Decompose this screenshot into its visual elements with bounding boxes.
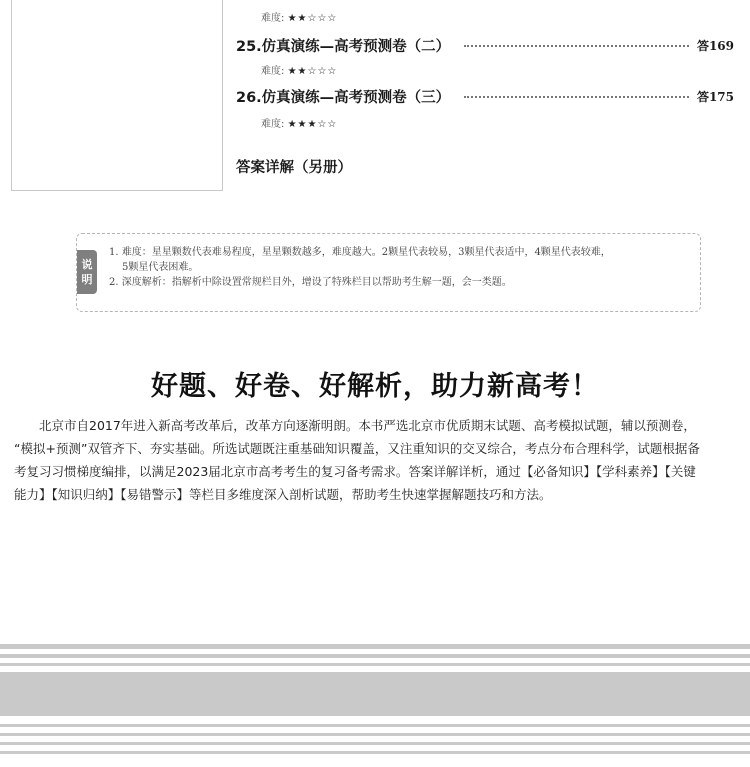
- note-tab-char: 说: [81, 258, 93, 271]
- toc-entry-26[interactable]: [236, 86, 734, 106]
- note-line: 1. 难度：星星颗数代表难易程度，星星颗数越多，难度越大。2颗星代表较易，3颗星代表适中，4颗星代表较难，: [109, 247, 611, 258]
- difficulty-rating: [261, 115, 337, 130]
- stripe: [0, 733, 750, 736]
- difficulty-stars: ★★★☆☆: [287, 119, 338, 130]
- difficulty-label: 难度:: [261, 13, 285, 24]
- note-line: 5颗星代表困难。: [122, 262, 199, 273]
- stripe: [0, 724, 750, 727]
- decorative-stripes: [0, 644, 750, 767]
- difficulty-label: 难度:: [261, 66, 285, 77]
- left-image-frame: [11, 0, 223, 191]
- stripe-band: [0, 672, 750, 716]
- toc-entry-page: 答175: [696, 89, 734, 104]
- difficulty-label: 难度:: [261, 119, 285, 130]
- note-text: [109, 245, 694, 290]
- paragraph-line: 北京市自2017年进入新高考改革后，改革方向逐渐明朗。本书严选北京市优质期末试题、高考模拟试题，辅以预测卷，: [39, 418, 696, 433]
- promo-headline: 好题、好卷、好解析，助力新高考！: [151, 371, 599, 402]
- dot-leader: [464, 45, 689, 47]
- toc-entry-25[interactable]: [236, 35, 734, 55]
- toc-entry-title: 25.仿真演练—高考预测卷（二）: [236, 38, 451, 55]
- explanation-note-box: [76, 233, 701, 312]
- note-tab: [77, 250, 97, 294]
- answer-section-heading: 答案详解（另册）: [236, 160, 352, 176]
- stripe: [0, 654, 750, 658]
- difficulty-stars: ★★☆☆☆: [287, 13, 338, 24]
- paragraph-line: 考复习习惯梯度编排，以满足2023届北京市高考考生的复习备考需求。答案详解详析，通过【必备知识】【学科素养】【关键: [14, 464, 696, 479]
- note-line: 2. 深度解析：指解析中除设置常规栏目外，增设了特殊栏目以帮助考生解一题，会一类题。: [109, 277, 512, 288]
- note-tab-char: 明: [81, 273, 93, 286]
- toc-entry-page: 答169: [696, 38, 734, 53]
- difficulty-rating: [261, 9, 337, 24]
- stripe: [0, 663, 750, 666]
- difficulty-rating: [261, 62, 337, 77]
- difficulty-stars: ★★☆☆☆: [287, 66, 338, 77]
- toc-entry-title: 26.仿真演练—高考预测卷（三）: [236, 89, 451, 106]
- stripe: [0, 644, 750, 649]
- dot-leader: [464, 96, 689, 98]
- stripe: [0, 751, 750, 754]
- stripe: [0, 742, 750, 745]
- intro-paragraph: [14, 414, 741, 506]
- paragraph-line: “模拟+预测”双管齐下、夯实基础。所选试题既注重基础知识覆盖，又注重知识的交叉综合，考点分布合理科学，试题根据备: [14, 441, 700, 456]
- paragraph-line: 能力】【知识归纳】【易错警示】等栏目多维度深入剖析试题，帮助考生快速掌握解题技巧和方法。: [14, 487, 552, 502]
